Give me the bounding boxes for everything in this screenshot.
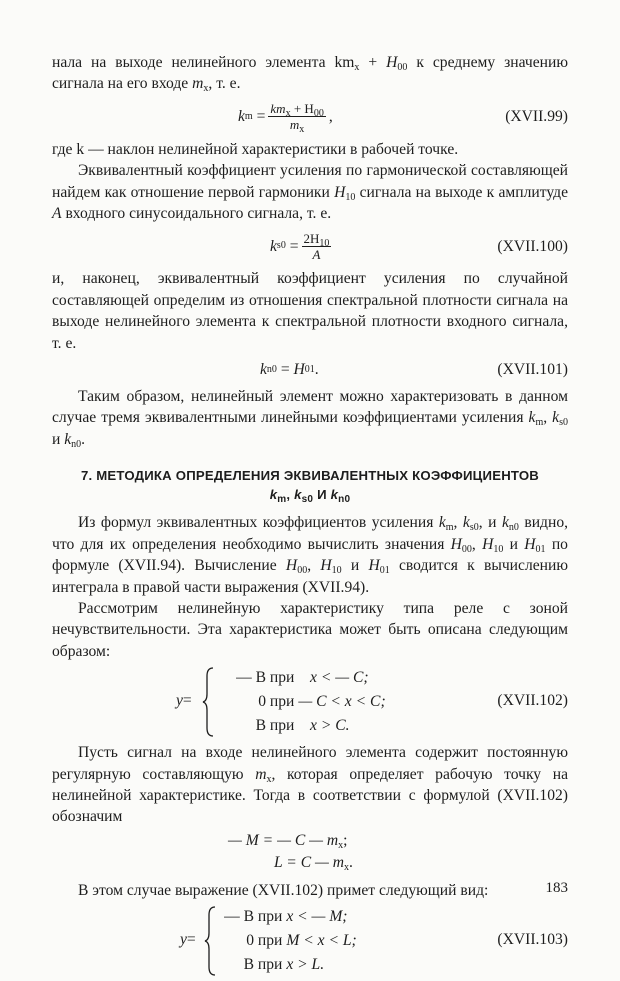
left-brace-icon bbox=[204, 905, 216, 977]
equation-xvii-99: k m = $\frac{km_x + H_{00}}{m_x}$ , (XVII.99) bbox=[238, 101, 568, 136]
case-row: 0 при M < x < L; bbox=[246, 932, 357, 950]
paragraph-1: нала на выходе нелинейного элемента $km_x + H_{00}$ к среднему значению сигнала на его входе $m_x$, т. е. bbox=[52, 54, 569, 95]
definition-row: — M = — C — $m_x$; bbox=[228, 831, 348, 851]
paragraph-9: В этом случае выражение (XVII.102) примет следующий вид: bbox=[78, 881, 489, 899]
paragraph-4: и, наконец, эквивалентный коэффициент усиления по случайной составляющей определим из отношения спектральной плотности сигнала на выходе нелинейного элемента к спектральной плотности входного сигнала, т. е. bbox=[52, 270, 568, 352]
equation-xvii-102: y= — B при x < — C; 0 при — C < x < C; B при x > C. (XVII.102) bbox=[52, 666, 568, 738]
left-brace-icon bbox=[202, 666, 214, 738]
case-row: 0 при — C < x < C; bbox=[258, 693, 386, 711]
equation-xvii-103: y= — B при x < — M; 0 при M < x < L; B при x > L. (XVII.103) bbox=[52, 905, 568, 977]
equation-number: (XVII.99) bbox=[505, 108, 568, 126]
equation-xvii-101: k n0 = H 01 . (XVII.101) bbox=[52, 354, 568, 386]
equation-number: (XVII.102) bbox=[497, 692, 568, 710]
paragraph-7: Рассмотрим нелинейную характеристику типа реле с зоной нечувствительности. Эта характеристика может быть описана следующим образом: bbox=[52, 599, 568, 660]
definitions bbox=[52, 830, 568, 874]
equation-number: (XVII.101) bbox=[497, 361, 568, 379]
paragraph-2: где k — наклон нелинейной характеристики в рабочей точке. bbox=[52, 140, 459, 158]
equation-xvii-100: k s0 = $\frac{2H_{10}}{A}$ (XVII.100) bbox=[270, 230, 568, 262]
page-number: 183 bbox=[545, 880, 568, 896]
equation-number: (XVII.100) bbox=[497, 237, 568, 255]
case-row: B при x > C. bbox=[255, 717, 350, 735]
case-row: B при x > L. bbox=[243, 956, 325, 974]
paragraph-5: Таким образом, нелинейный элемент можно характеризовать в данном случае тремя эквивалентными линейными коэффициентами усиления $k_m$, $k_{s0}$ и $k_{n0}$. bbox=[52, 388, 568, 450]
page-body bbox=[52, 52, 568, 981]
paragraph-8: Пусть сигнал на входе нелинейного элемента содержит постоянную регулярную составляющую $m_x$, которая определяет рабочую точку на нелинейной характеристике. Тогда в соответствии с формулой (XVII.102) обозначим bbox=[52, 744, 569, 826]
definition-row: L = C — $m_x$. bbox=[274, 853, 353, 873]
equation-number: (XVII.103) bbox=[497, 931, 568, 949]
section-heading: 7. МЕТОДИКА ОПРЕДЕЛЕНИЯ ЭКВИВАЛЕНТНЫХ КОЭФФИЦИЕНТОВ $k_m$, $k_{s0}$ И $k_{n0}$ bbox=[80, 468, 540, 506]
paragraph-3: Эквивалентный коэффициент усиления по гармонической составляющей найдем как отношение первой гармоники $H_{10}$ сигнала на выходе к амплитуде A входного синусоидального сигнала, т. е. bbox=[52, 162, 568, 223]
case-row: — B при x < — M; bbox=[224, 908, 348, 926]
paragraph-6: Из формул эквивалентных коэффициентов усиления $k_m$, $k_{s0}$, и $k_{n0}$ видно, что для их определения необходимо вычислить значения $H_{00}$, $H_{10}$ и $H_{01}$ по формуле (XVII.94). Вычисление $H_{00}$, $H_{10}$ и $H_{01}$ сводится к вычислению интеграла в правой части выражения (XVII.94). bbox=[52, 514, 569, 596]
case-row: — B при x < — C; bbox=[236, 669, 369, 687]
